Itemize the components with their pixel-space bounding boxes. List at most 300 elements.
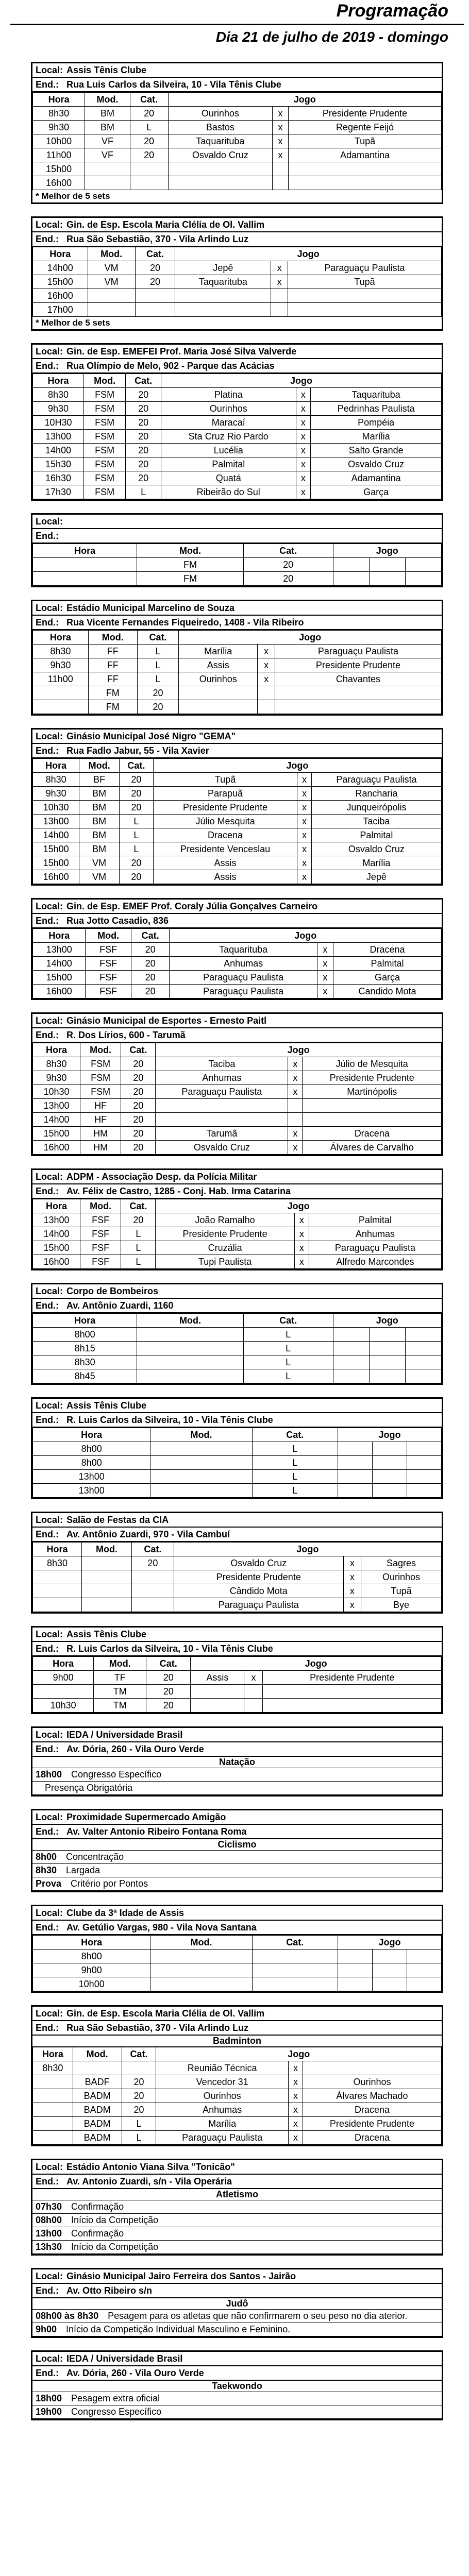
category-cell: 20 [126,402,161,416]
schedule-line-text: Congresso Específico [71,1769,162,1780]
versus-cell: x [294,1227,309,1241]
versus-cell [369,558,405,572]
venue-address: End.: Av. Antônio Zuardi, 1160 [32,1299,442,1313]
team-b-cell: Palmital [311,828,441,842]
table-row [33,1963,442,1977]
modality-cell [137,1369,243,1383]
team-a-cell: Taquarituba [175,275,271,289]
category-cell: 20 [121,1127,156,1141]
table-header-cell: Cat. [120,759,154,773]
versus-cell: x [296,416,311,430]
venue-local: Local: Estádio Municipal Marcelino de Souza [32,601,442,616]
venue-local: Local: Assis Tênis Clube [32,63,442,78]
table-row [33,1584,442,1598]
time-cell: 10h30 [33,1699,94,1713]
time-cell: 9h30 [33,787,79,801]
venue-name: Salão de Festas da CIA [66,1515,169,1525]
time-cell [33,2103,73,2117]
schedule-line-text: Critério por Pontos [71,1878,148,1889]
modality-cell [150,1470,252,1484]
team-b-cell [288,303,441,317]
venue-address: End.: Av. Otto Ribeiro s/n [32,2284,442,2298]
team-b-cell: Ourinhos [361,1570,442,1584]
time-cell: 17h00 [33,303,88,317]
venue-local: Local: Gin. de Esp. Escola Maria Clélia de Ol. Vallim [32,2007,442,2021]
venue-address-text: Rua Luis Carlos da Silveira, 10 - Vila Tênis Clube [66,79,281,90]
category-cell: L [120,828,154,842]
modality-cell [88,289,135,303]
time-cell: 14h00 [33,957,86,971]
modality-cell: BM [85,121,130,134]
schedule-line [32,2241,442,2254]
venue-name: Proximidade Supermercado Amigão [66,1812,226,1822]
versus-cell: x [273,148,289,162]
category-cell: L [121,1227,156,1241]
time-cell: 15h00 [33,856,79,870]
team-a-cell: Paraguaçu Paulista [156,2131,289,2145]
category-cell [252,1977,338,1991]
team-a-cell: Assis [191,1671,244,1685]
venue-name: Ginásio Municipal de Esportes - Ernesto Paitl [66,1015,267,1026]
table-row [33,1685,442,1699]
team-a-cell: Presidente Prudente [153,801,297,815]
category-cell: 20 [137,686,178,700]
category-cell: 20 [126,388,161,402]
time-cell: 9h30 [33,121,85,134]
venue-local: Local: [32,515,442,529]
time-cell: 8h30 [33,1556,82,1570]
team-b-cell: Paraguaçu Paulista [309,1241,441,1255]
team-a-cell: Ribeirão do Sul [161,485,296,499]
modality-cell [150,1484,252,1498]
time-cell: 15h00 [33,275,88,289]
venue-name: Gin. de Esp. Escola Maria Clélia de Ol. Vallim [66,219,265,230]
modality-cell: BADM [73,2103,122,2117]
versus-cell: x [288,2061,303,2075]
versus-cell: x [244,1671,263,1685]
table-row [33,856,442,870]
table-row [33,1099,442,1113]
table-row [33,430,442,444]
modality-cell: VM [79,870,120,884]
team-a-cell [338,1950,372,1963]
team-b-cell [405,558,441,572]
team-a-cell: Tupã [153,773,297,787]
schedule-line-time: 18h00 [36,1769,62,1780]
team-a-cell: Paraguaçu Paulista [156,1085,288,1099]
team-b-cell [405,1369,441,1383]
schedule-block [31,1726,443,1797]
time-cell: 16h00 [33,870,79,884]
modality-cell: TM [94,1699,146,1713]
team-a-cell [333,1355,369,1369]
table-header-cell: Jogo [338,1428,441,1442]
page-title: Programação [336,1,448,21]
modality-cell: FSM [80,1071,121,1085]
category-cell: 20 [121,1113,156,1127]
table-row [33,1328,442,1342]
modality-cell: BADM [73,2117,122,2131]
time-cell: 16h00 [33,289,88,303]
versus-cell: x [343,1598,361,1612]
table-row [33,444,442,457]
table-row [33,1470,442,1484]
modality-cell: BM [79,815,120,828]
category-cell [135,289,175,303]
time-cell [33,700,89,714]
team-b-cell [405,1355,441,1369]
modality-cell: FSF [80,1227,121,1241]
schedule-line-time: 08h00 [36,2215,62,2225]
schedule-block [31,62,443,204]
team-b-cell [407,1484,441,1498]
table-header-cell: Cat. [252,1428,338,1442]
time-cell [33,1598,82,1612]
table-row [33,801,442,815]
team-a-cell [333,1342,369,1355]
modality-cell: FF [88,658,137,672]
table-row [33,572,442,586]
schedule-line-text: Largada [66,1865,100,1875]
team-a-cell [175,303,271,317]
category-cell [132,1584,174,1598]
schedule-block [31,2268,443,2338]
schedule-block [31,2159,443,2256]
category-cell: 20 [243,572,333,586]
versus-cell [244,1699,263,1713]
team-a-cell: Júlio Mesquita [153,815,297,828]
team-a-cell: Paraguaçu Paulista [170,985,317,998]
team-a-cell [338,1963,372,1977]
team-b-cell: Chavantes [275,672,441,686]
team-a-cell: Assis [153,870,297,884]
category-cell: 20 [131,943,170,957]
versus-cell: x [343,1584,361,1598]
modality-cell: FSM [83,402,125,416]
venue-address-text: Rua Fadlo Jabur, 55 - Vila Xavier [66,745,209,756]
table-header-cell: Cat. [135,247,175,261]
team-a-cell: Sta Cruz Rio Pardo [161,430,296,444]
venue-name: IEDA / Universidade Brasil [66,2353,183,2364]
schedule-line [32,2310,442,2323]
venue-local: Local: Ginásio Municipal de Esportes - Ernesto Paitl [32,1014,442,1028]
games-table [32,247,442,317]
schedule-line [32,2227,442,2241]
time-cell: 13h00 [33,943,86,957]
venue-local: Local: Assis Tênis Clube [32,1628,442,1642]
modality-cell: BF [79,773,120,787]
table-header-cell: Cat. [131,929,170,943]
schedule-line [32,1768,442,1782]
team-b-cell: Tupã [361,1584,442,1598]
versus-cell: x [288,2089,303,2103]
time-cell [33,686,89,700]
table-row [33,842,442,856]
versus-cell: x [288,2103,303,2117]
games-table [32,630,442,714]
venue-address: End.: Av. Dória, 260 - Vila Ouro Verde [32,1742,442,1757]
versus-cell: x [288,1071,303,1085]
versus-cell: x [317,957,333,971]
table-header-cell: Jogo [175,247,442,261]
table-header-cell: Jogo [338,1936,441,1950]
table-header-cell: Mod. [94,1657,146,1671]
venue-address-text: Av. Otto Ribeiro s/n [66,2285,153,2296]
table-header-cell: Mod. [137,1314,243,1328]
table-header-cell: Cat. [121,1199,156,1213]
modality-cell: FM [137,558,243,572]
team-b-cell: Garça [333,971,441,985]
table-header-cell: Mod. [86,929,131,943]
time-cell: 16h00 [33,1141,80,1155]
table-row [33,162,442,176]
versus-cell: x [297,801,311,815]
team-a-cell [338,1456,372,1470]
team-b-cell: Palmital [333,957,441,971]
schedule-line-text: Concentração [66,1852,124,1862]
sport-section-title: Ciclismo [32,1839,442,1851]
modality-cell [137,1328,243,1342]
team-b-cell [407,1456,441,1470]
venue-name: Assis Tênis Clube [66,1400,147,1411]
versus-cell [369,1355,405,1369]
versus-cell [244,1685,263,1699]
category-cell: L [122,2117,156,2131]
table-header-cell: Cat. [132,1543,174,1556]
schedule-line-text: Pesagem extra oficial [71,2393,160,2403]
table-header-cell: Hora [33,2047,73,2061]
team-b-cell: Pompéia [311,416,442,430]
category-cell: 20 [135,275,175,289]
modality-cell: FSM [83,444,125,457]
table-row [33,1598,442,1612]
table-row [33,1057,442,1071]
team-b-cell: Alfredo Marcondes [309,1255,441,1269]
team-b-cell [407,1963,441,1977]
table-header-cell: Mod. [137,544,243,558]
time-cell [33,558,137,572]
venue-name: Estádio Antonio Viana Silva "Tonicão" [66,2162,235,2172]
team-b-cell: Dracena [303,1127,442,1141]
team-b-cell [405,1342,441,1355]
team-a-cell [156,1113,288,1127]
modality-cell [82,1584,132,1598]
versus-cell: x [343,1570,361,1584]
venue-address-text: Av. Valter Antonio Ribeiro Fontana Roma [66,1826,247,1837]
team-b-cell: Jepê [311,870,441,884]
time-cell: 16h00 [33,985,86,998]
category-cell: 20 [126,457,161,471]
modality-cell: FSF [86,943,131,957]
team-b-cell [407,1977,441,1991]
versus-cell [258,686,275,700]
games-table [32,1043,442,1155]
time-cell: 14h00 [33,1113,80,1127]
team-b-cell: Taquarituba [311,388,442,402]
modality-cell: FSM [80,1057,121,1071]
table-header-cell: Jogo [191,1657,442,1671]
schedule-line-time: 13h30 [36,2242,62,2252]
table-row [33,121,442,134]
table-header-cell: Mod. [150,1936,252,1950]
venue-address-text: Av. Getúlio Vargas, 980 - Vila Nova Santana [66,1922,257,1933]
table-row [33,1227,442,1241]
venue-address-text: R. Luis Carlos da Silveira, 10 - Vila Tênis Clube [66,1643,273,1654]
table-header-cell: Jogo [174,1543,441,1556]
table-header-cell: Jogo [333,544,441,558]
venue-address-text: Av. Dória, 260 - Vila Ouro Verde [66,1744,204,1754]
table-header-cell: Jogo [156,2047,442,2061]
table-row [33,1699,442,1713]
table-row [33,148,442,162]
modality-cell [73,2061,122,2075]
category-cell: 20 [146,1685,191,1699]
modality-cell: FF [88,672,137,686]
table-row [33,658,442,672]
venue-address: End.: Rua São Sebastião, 370 - Vila Arlindo Luz [32,2021,442,2036]
team-a-cell: Reunião Técnica [156,2061,289,2075]
schedule-block [31,1168,443,1270]
modality-cell: TF [94,1671,146,1685]
category-cell [130,176,168,190]
venue-address: End.: Rua Vicente Fernandes Fiqueiredo, 1408 - Vila Ribeiro [32,616,442,630]
team-a-cell: Osvaldo Cruz [168,148,273,162]
versus-cell: x [288,2075,303,2089]
versus-cell: x [294,1241,309,1255]
category-cell: 20 [120,801,154,815]
modality-cell: VM [88,261,135,275]
modality-cell: FSM [83,471,125,485]
venue-address: End.: Av. Getúlio Vargas, 980 - Vila Nova Santana [32,1921,442,1935]
category-cell: 20 [135,261,175,275]
team-a-cell: Quatá [161,471,296,485]
category-cell: 20 [243,558,333,572]
team-b-cell: Salto Grande [311,444,442,457]
category-cell: 20 [131,971,170,985]
schedule-block [31,1283,443,1385]
versus-cell [271,303,288,317]
versus-cell: x [258,645,275,658]
modality-cell: BM [79,842,120,856]
category-cell: 20 [146,1671,191,1685]
category-cell: L [243,1355,333,1369]
versus-cell [372,1456,407,1470]
team-a-cell [333,572,369,586]
team-b-cell: Osvaldo Cruz [311,457,442,471]
category-cell [132,1570,174,1584]
versus-cell: x [296,485,311,499]
time-cell: 15h00 [33,1241,80,1255]
team-b-cell: Sagres [361,1556,442,1570]
team-a-cell: Presidente Prudente [174,1570,343,1584]
table-row [33,1369,442,1383]
team-b-cell: Presidente Prudente [288,107,441,121]
team-a-cell: Ourinhos [179,672,258,686]
team-a-cell: Presidente Venceslau [153,842,297,856]
table-header-cell: Jogo [168,93,441,107]
modality-cell: FM [137,572,243,586]
category-cell [130,162,168,176]
team-b-cell: Dracena [303,2103,441,2117]
modality-cell: FSM [83,457,125,471]
category-cell: L [137,658,178,672]
time-cell: 8h00 [33,1950,150,1963]
category-cell [252,1963,338,1977]
versus-cell: x [297,842,311,856]
schedule-line-text: Início da Competição Individual Masculino e Feminino. [66,2324,291,2334]
venue-name: Ginásio Municipal José Nigro "GEMA" [66,731,236,741]
team-a-cell: Maracaí [161,416,296,430]
schedule-block [31,1512,443,1614]
category-cell: 20 [130,134,168,148]
time-cell: 8h00 [33,1328,137,1342]
modality-cell [150,1456,252,1470]
time-cell: 8h30 [33,2061,73,2075]
team-b-cell [405,1328,441,1342]
versus-cell: x [296,444,311,457]
versus-cell [258,700,275,714]
venue-address-text: R. Luis Carlos da Silveira, 10 - Vila Tênis Clube [66,1415,273,1425]
team-a-cell: Tupi Paulista [156,1255,295,1269]
table-header-cell: Hora [33,1043,80,1057]
table-header-cell: Hora [33,1936,150,1950]
table-row [33,645,442,658]
venue-address-text: R. Dos Lírios, 600 - Tarumã [66,1030,186,1040]
venue-address: End.: Rua Luis Carlos da Silveira, 10 - Vila Tênis Clube [32,78,442,92]
category-cell: 20 [120,773,154,787]
table-row [33,957,442,971]
category-cell: 20 [130,107,168,121]
category-cell: L [252,1470,338,1484]
sport-section-title: Taekwondo [32,2381,442,2392]
modality-cell [150,1950,252,1963]
versus-cell [372,1484,407,1498]
team-b-cell: Presidente Prudente [275,658,441,672]
category-cell [135,303,175,317]
schedule-block [31,1626,443,1714]
team-a-cell [175,289,271,303]
category-cell: 20 [131,985,170,998]
team-b-cell [288,176,441,190]
category-cell: L [137,645,178,658]
modality-cell: VM [88,275,135,289]
games-table [32,928,442,998]
venue-address-text: Av. Antônio Zuardi, 970 - Vila Cambuí [66,1529,230,1539]
category-cell: L [121,1255,156,1269]
category-cell: 20 [126,430,161,444]
time-cell: 16h00 [33,1255,80,1269]
time-cell: 9h00 [33,1963,150,1977]
table-row [33,1085,442,1099]
venue-address: End.: Av. Félix de Castro, 1285 - Conj. Hab. Irma Catarina [32,1184,442,1199]
modality-cell: VM [79,856,120,870]
modality-cell: BM [79,801,120,815]
table-row [33,1241,442,1255]
time-cell: 17h30 [33,485,84,499]
category-cell: L [243,1328,333,1342]
modality-cell: TM [94,1685,146,1699]
team-b-cell [288,162,441,176]
time-cell: 9h30 [33,402,84,416]
modality-cell [88,303,135,317]
table-row [33,870,442,884]
table-row [33,1456,442,1470]
team-a-cell: Parapuã [153,787,297,801]
team-b-cell: Presidente Prudente [303,1071,442,1085]
schedule-line-time: 19h00 [36,2406,62,2417]
time-cell: 8h30 [33,107,85,121]
table-header-cell: Cat. [137,631,178,645]
